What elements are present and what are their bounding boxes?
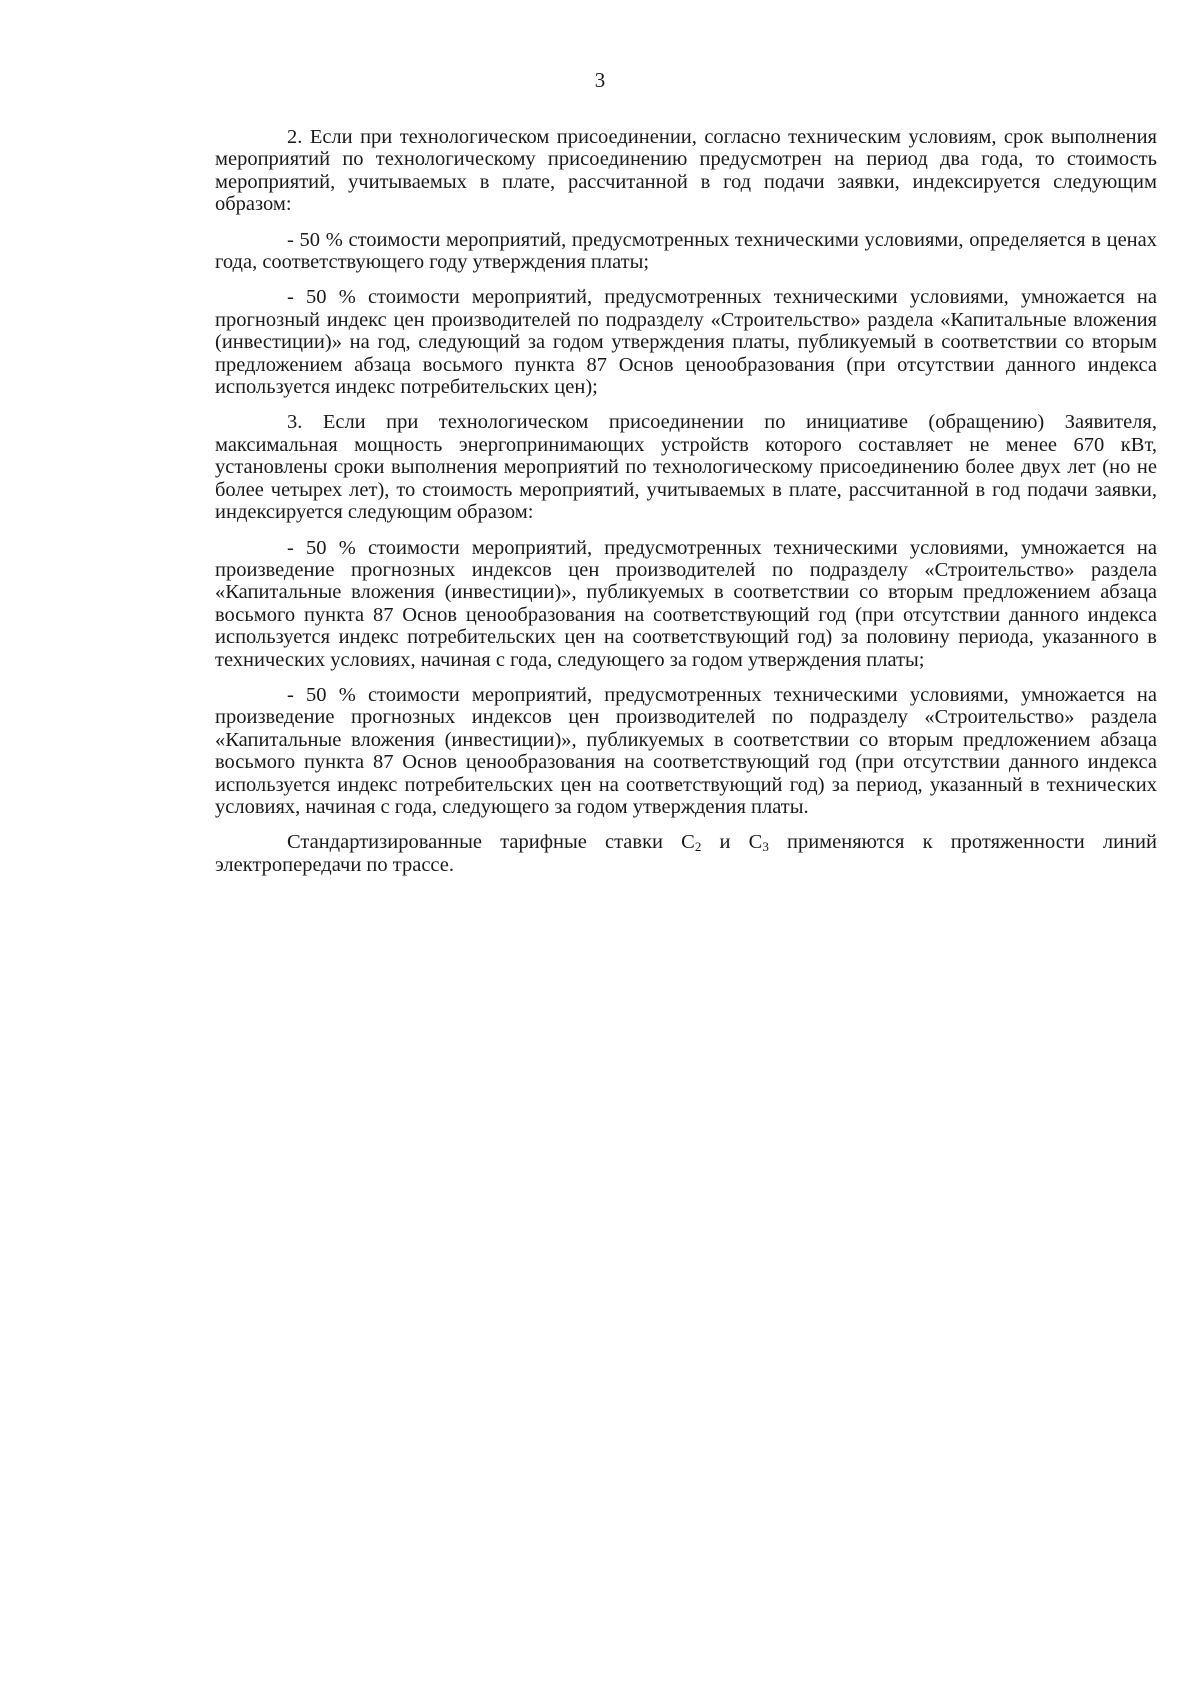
c2-subscript: 2 bbox=[694, 839, 702, 855]
tariff-text-middle: и С bbox=[701, 831, 763, 854]
page-number: 3 bbox=[594, 68, 606, 92]
document-body bbox=[215, 126, 1157, 889]
tariff-text-start: Стандартизированные тарифные ставки С bbox=[287, 831, 695, 854]
paragraph-item-2-bullet-1: - 50 % стоимости мероприятий, предусмотренных техническими условиями, определяется в ценах года, соответствующего году утверждения платы; bbox=[215, 228, 1157, 274]
paragraph-item-3-bullet-2: - 50 % стоимости мероприятий, предусмотренных техническими условиями, умножается на произведение прогнозных индексов цен производителей по подразделу «Строительство» раздела «Капитальные вложения (инвестиции)», публикуемых в соответствии со вторым предложением абзаца восьмого пункта 87 Основ ценообразования на соответствующий год (при отсутствии данного индекса используется индекс потребительских цен на соответствующий год) за период, указанный в технических условиях, начиная с года, следующего за годом утверждения платы. bbox=[215, 683, 1157, 818]
tariff-text-end: применяются к протяженности линий электропередачи по трассе. bbox=[215, 831, 1158, 876]
paragraph-item-2: 2. Если при технологическом присоединении, согласно техническим условиям, срок выполнения мероприятий по технологическому присоединению предусмотрен на период два года, то стоимость мероприятий, учитываемых в плате, рассчитанной в год подачи заявки, индексируется следующим образом: bbox=[215, 126, 1157, 216]
paragraph-item-3: 3. Если при технологическом присоединении по инициативе (обращению) Заявителя, максимальная мощность энергопринимающих устройств которого составляет не менее 670 кВт, установлены сроки выполнения мероприятий по технологическому присоединению более двух лет (но не более четырех лет), то стоимость мероприятий, учитываемых в плате, рассчитанной в год подачи заявки, индексируется следующим образом: bbox=[215, 411, 1157, 524]
paragraph-item-3-bullet-1: - 50 % стоимости мероприятий, предусмотренных техническими условиями, умножается на произведение прогнозных индексов цен производителей по подразделу «Строительство» раздела «Капитальные вложения (инвестиции)», публикуемых в соответствии со вторым предложением абзаца восьмого пункта 87 Основ ценообразования на соответствующий год (при отсутствии данного индекса используется индекс потребительских цен на соответствующий год) за половину периода, указанного в технических условиях, начиная с года, следующего за годом утверждения платы; bbox=[215, 536, 1157, 671]
paragraph-tariff-rates bbox=[215, 831, 1157, 876]
c3-subscript: 3 bbox=[762, 839, 769, 855]
paragraph-item-2-bullet-2: - 50 % стоимости мероприятий, предусмотренных техническими условиями, умножается на прогнозный индекс цен производителей по подразделу «Строительство» раздела «Капитальные вложения (инвестиции)» на год, следующий за годом утверждения платы, публикуемый в соответствии со вторым предложением абзаца восьмого пункта 87 Основ ценообразования (при отсутствии данного индекса используется индекс потребительских цен); bbox=[215, 286, 1157, 399]
